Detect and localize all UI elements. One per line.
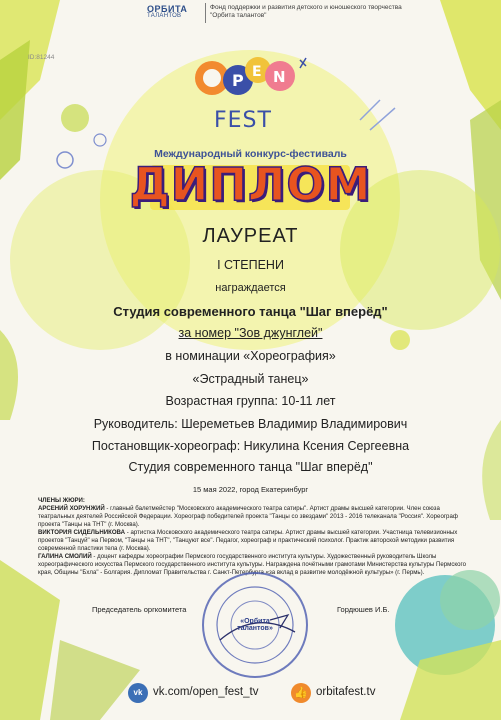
- jury-member: [38, 505, 470, 529]
- jury-member-bio: - доцент кафедры хореографии Пермского государственного института культуры. Художественный руководитель Школы хореографического искусства Пермского государственного института культуры. Награждена почётными грамотами Министерства культуры Пермского края, Общины "Бхла" - Болгария. Дипломат Правительства г. Санкт-Петербурга «за вклад в развитие молодёжной культуры» (г. Пермь).: [38, 553, 466, 576]
- jury-member-bio: - артистка Московского академического театра сатиры. Артист драмы высшей категории. Участница телевизионных проектов "Танцуй" на Первом, "Танцы на ТНТ", "Танцуют все". Педагог, хореограф и практический психолог. Практик авторской методики развития современной пластики тела (г. Москва).: [38, 529, 458, 552]
- jury-member-name: ВИКТОРИЯ СИДЕЛЬНИКОВА: [38, 529, 126, 536]
- website-link[interactable]: orbitafest.tv: [316, 686, 376, 698]
- jury-section: [38, 497, 470, 577]
- chairman-label: Председатель оргкомитета: [92, 605, 187, 614]
- jury-header: ЧЛЕНЫ ЖЮРИ:: [38, 497, 85, 504]
- jury-member-name: ГАЛИНА СМОЛИЙ: [38, 553, 92, 560]
- choreographer: Постановщик-хореограф: Никулина Ксения Сергеевна: [91, 439, 410, 453]
- recipient-name: Студия современного танца "Шаг вперёд": [113, 304, 388, 319]
- jury-member: [38, 529, 470, 553]
- svg-text:P: P: [232, 71, 244, 90]
- chairman-name: Гордюшев И.Б.: [337, 605, 390, 614]
- diploma-subtitle: Международный конкурс-фестиваль: [154, 148, 347, 160]
- age-group: Возрастная группа: 10-11 лет: [165, 394, 336, 408]
- svg-text:E: E: [252, 64, 262, 80]
- awarded-label: награждается: [215, 282, 286, 294]
- org-logo-line1: ОРБИТА: [147, 4, 188, 14]
- org-logo-line2: ТАЛАНТОВ: [147, 13, 182, 19]
- vk-link[interactable]: vk.com/open_fest_tv: [153, 686, 259, 698]
- fund-text: Фонд поддержки и развития детского и юношеского творчества "Орбита талантов": [210, 4, 402, 19]
- diploma-title: ДИПЛОМ: [129, 158, 372, 211]
- jury-member-name: АРСЕНИЙ ХОРУНЖИЙ: [38, 505, 105, 512]
- nomination: в номинации «Хореография»: [165, 349, 336, 363]
- thumbs-up-icon: 👍: [291, 683, 311, 703]
- svg-text:N: N: [273, 68, 286, 86]
- degree-label: I СТЕПЕНИ: [217, 258, 284, 272]
- org-logo: [147, 4, 203, 24]
- performance-number: за номер "Зов джунглей": [178, 326, 323, 340]
- open-fest-logo: FEST: [214, 108, 272, 133]
- studio-repeat: Студия современного танца "Шаг вперёд": [128, 460, 373, 474]
- category: «Эстрадный танец»: [192, 372, 309, 386]
- id-number: ID:81244: [28, 54, 55, 61]
- stamp-name: «Орбита талантов»: [237, 618, 273, 632]
- jury-member-bio: - главный балетмейстер "Московского академического театра сатиры". Артист драмы высшей категории. Член союза театральных деятелей Российской Федерации. Хореограф победителей проекта "Танцы со звездами" 2013 - 2016 телеканала "Россия". Хореограф проекта "Танцы на ТНТ" (г. Москва).: [38, 505, 458, 528]
- header-divider: [205, 3, 206, 23]
- laureate-label: ЛАУРЕАТ: [202, 225, 299, 247]
- leader: Руководитель: Шереметьев Владимир Владимирович: [93, 417, 408, 431]
- vk-icon: vk: [128, 683, 148, 703]
- date-place: 15 мая 2022, город Екатеринбург: [192, 485, 309, 494]
